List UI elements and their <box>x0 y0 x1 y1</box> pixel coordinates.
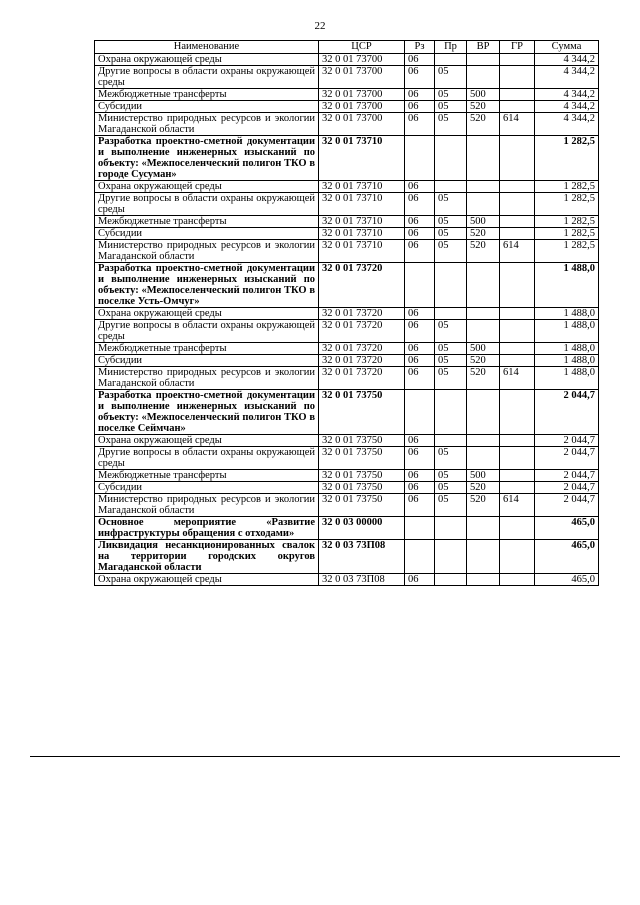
cell-name: Другие вопросы в области охраны окружающей среды <box>95 320 319 343</box>
cell-vr <box>467 308 500 320</box>
page-number: 22 <box>314 20 326 32</box>
cell-name: Субсидии <box>95 355 319 367</box>
cell-sum: 4 344,2 <box>535 66 599 89</box>
cell-name: Министерство природных ресурсов и экологии Магаданской области <box>95 240 319 263</box>
cell-vr <box>467 447 500 470</box>
cell-csr: 32 0 01 73700 <box>319 54 405 66</box>
cell-vr <box>467 136 500 181</box>
table-row <box>95 470 599 482</box>
cell-gr <box>500 343 535 355</box>
table-row <box>95 136 599 181</box>
cell-rz <box>405 390 435 435</box>
cell-vr: 520 <box>467 482 500 494</box>
cell-vr: 520 <box>467 240 500 263</box>
cell-sum: 2 044,7 <box>535 482 599 494</box>
table-row <box>95 540 599 574</box>
cell-rz: 06 <box>405 470 435 482</box>
cell-sum: 4 344,2 <box>535 89 599 101</box>
cell-sum: 2 044,7 <box>535 435 599 447</box>
cell-rz: 06 <box>405 113 435 136</box>
cell-gr <box>500 89 535 101</box>
cell-rz: 06 <box>405 101 435 113</box>
header-csr: ЦСР <box>319 41 405 54</box>
table-row <box>95 181 599 193</box>
cell-gr <box>500 574 535 586</box>
cell-vr <box>467 181 500 193</box>
cell-gr <box>500 482 535 494</box>
cell-gr <box>500 54 535 66</box>
cell-csr: 32 0 01 73750 <box>319 435 405 447</box>
cell-gr <box>500 66 535 89</box>
cell-vr: 520 <box>467 228 500 240</box>
cell-gr <box>500 228 535 240</box>
table-header-row <box>95 41 599 54</box>
cell-csr: 32 0 01 73750 <box>319 482 405 494</box>
cell-name: Основное мероприятие «Развитие инфраструктуры обращения с отходами» <box>95 517 319 540</box>
table-row <box>95 101 599 113</box>
cell-name: Другие вопросы в области охраны окружающей среды <box>95 447 319 470</box>
cell-pr <box>435 390 467 435</box>
header-name: Наименование <box>95 41 319 54</box>
cell-rz: 06 <box>405 216 435 228</box>
cell-vr: 520 <box>467 355 500 367</box>
cell-rz: 06 <box>405 66 435 89</box>
cell-sum: 4 344,2 <box>535 113 599 136</box>
cell-sum: 1 282,5 <box>535 216 599 228</box>
cell-gr <box>500 216 535 228</box>
cell-vr <box>467 435 500 447</box>
header-vr: ВР <box>467 41 500 54</box>
cell-gr <box>500 320 535 343</box>
table-row <box>95 494 599 517</box>
table-row <box>95 343 599 355</box>
cell-sum: 1 488,0 <box>535 355 599 367</box>
cell-csr: 32 0 01 73720 <box>319 343 405 355</box>
cell-sum: 2 044,7 <box>535 447 599 470</box>
cell-gr: 614 <box>500 494 535 517</box>
cell-pr: 05 <box>435 447 467 470</box>
cell-pr: 05 <box>435 101 467 113</box>
cell-pr: 05 <box>435 470 467 482</box>
cell-rz: 06 <box>405 308 435 320</box>
cell-pr <box>435 54 467 66</box>
cell-name: Министерство природных ресурсов и экологии Магаданской области <box>95 494 319 517</box>
cell-csr: 32 0 01 73720 <box>319 308 405 320</box>
cell-vr <box>467 193 500 216</box>
cell-name: Субсидии <box>95 482 319 494</box>
cell-pr: 05 <box>435 320 467 343</box>
cell-csr: 32 0 01 73750 <box>319 390 405 435</box>
cell-csr: 32 0 01 73700 <box>319 66 405 89</box>
cell-csr: 32 0 01 73710 <box>319 181 405 193</box>
cell-sum: 2 044,7 <box>535 390 599 435</box>
header-gr: ГР <box>500 41 535 54</box>
cell-name: Охрана окружающей среды <box>95 54 319 66</box>
cell-vr <box>467 54 500 66</box>
cell-vr <box>467 320 500 343</box>
cell-pr: 05 <box>435 482 467 494</box>
cell-pr: 05 <box>435 355 467 367</box>
cell-name: Министерство природных ресурсов и экологии Магаданской области <box>95 113 319 136</box>
cell-csr: 32 0 01 73700 <box>319 113 405 136</box>
cell-pr: 05 <box>435 216 467 228</box>
cell-rz: 06 <box>405 343 435 355</box>
cell-sum: 1 282,5 <box>535 193 599 216</box>
cell-sum: 4 344,2 <box>535 54 599 66</box>
cell-vr <box>467 540 500 574</box>
cell-vr: 500 <box>467 470 500 482</box>
cell-gr <box>500 517 535 540</box>
cell-name: Другие вопросы в области охраны окружающей среды <box>95 66 319 89</box>
table-row <box>95 89 599 101</box>
cell-vr: 520 <box>467 101 500 113</box>
cell-csr: 32 0 01 73750 <box>319 470 405 482</box>
table-row <box>95 54 599 66</box>
cell-csr: 32 0 01 73710 <box>319 193 405 216</box>
cell-rz: 06 <box>405 89 435 101</box>
cell-name: Охрана окружающей среды <box>95 308 319 320</box>
cell-sum: 1 282,5 <box>535 181 599 193</box>
header-pr: Пр <box>435 41 467 54</box>
cell-csr: 32 0 03 73П08 <box>319 574 405 586</box>
cell-pr <box>435 574 467 586</box>
cell-csr: 32 0 01 73720 <box>319 367 405 390</box>
cell-gr <box>500 540 535 574</box>
table-body <box>95 54 599 586</box>
cell-rz: 06 <box>405 435 435 447</box>
cell-csr: 32 0 01 73720 <box>319 320 405 343</box>
budget-table <box>94 40 599 586</box>
cell-sum: 1 282,5 <box>535 228 599 240</box>
cell-gr <box>500 136 535 181</box>
cell-rz: 06 <box>405 54 435 66</box>
cell-rz: 06 <box>405 482 435 494</box>
cell-pr: 05 <box>435 367 467 390</box>
cell-csr: 32 0 01 73710 <box>319 136 405 181</box>
header-rz: Рз <box>405 41 435 54</box>
cell-gr: 614 <box>500 240 535 263</box>
cell-name: Межбюджетные трансферты <box>95 470 319 482</box>
table-row <box>95 517 599 540</box>
cell-gr <box>500 390 535 435</box>
cell-name: Субсидии <box>95 228 319 240</box>
cell-vr <box>467 263 500 308</box>
cell-pr <box>435 136 467 181</box>
cell-csr: 32 0 01 73720 <box>319 355 405 367</box>
cell-csr: 32 0 01 73750 <box>319 447 405 470</box>
cell-csr: 32 0 01 73700 <box>319 89 405 101</box>
cell-csr: 32 0 01 73710 <box>319 216 405 228</box>
cell-gr <box>500 193 535 216</box>
cell-rz <box>405 136 435 181</box>
table-row <box>95 367 599 390</box>
table-row <box>95 355 599 367</box>
table-row <box>95 574 599 586</box>
cell-gr <box>500 263 535 308</box>
cell-sum: 1 488,0 <box>535 367 599 390</box>
cell-vr <box>467 517 500 540</box>
cell-name: Разработка проектно-сметной документации и выполнение инженерных изысканий по объекту: «Межпоселенческий полигон ТКО в поселке Усть-Омчуг» <box>95 263 319 308</box>
cell-pr <box>435 517 467 540</box>
cell-rz: 06 <box>405 355 435 367</box>
cell-vr <box>467 390 500 435</box>
cell-vr: 520 <box>467 367 500 390</box>
cell-pr: 05 <box>435 66 467 89</box>
cell-rz: 06 <box>405 240 435 263</box>
cell-vr: 500 <box>467 343 500 355</box>
cell-pr <box>435 435 467 447</box>
table-row <box>95 482 599 494</box>
cell-csr: 32 0 01 73700 <box>319 101 405 113</box>
table-row <box>95 216 599 228</box>
cell-rz <box>405 517 435 540</box>
cell-pr: 05 <box>435 113 467 136</box>
cell-pr: 05 <box>435 343 467 355</box>
header-sum: Сумма <box>535 41 599 54</box>
cell-rz: 06 <box>405 228 435 240</box>
cell-pr <box>435 263 467 308</box>
cell-rz: 06 <box>405 494 435 517</box>
cell-rz: 06 <box>405 193 435 216</box>
cell-pr <box>435 540 467 574</box>
cell-vr: 500 <box>467 216 500 228</box>
table-row <box>95 240 599 263</box>
cell-csr: 32 0 01 73710 <box>319 240 405 263</box>
cell-vr <box>467 66 500 89</box>
cell-vr: 520 <box>467 494 500 517</box>
cell-sum: 2 044,7 <box>535 494 599 517</box>
cell-pr: 05 <box>435 193 467 216</box>
cell-name: Разработка проектно-сметной документации и выполнение инженерных изысканий по объекту: «Межпоселенческий полигон ТКО в городе Сусуман» <box>95 136 319 181</box>
cell-sum: 1 488,0 <box>535 263 599 308</box>
cell-gr <box>500 101 535 113</box>
cell-name: Межбюджетные трансферты <box>95 343 319 355</box>
cell-sum: 4 344,2 <box>535 101 599 113</box>
cell-sum: 1 488,0 <box>535 343 599 355</box>
cell-name: Министерство природных ресурсов и экологии Магаданской области <box>95 367 319 390</box>
cell-csr: 32 0 01 73720 <box>319 263 405 308</box>
cell-sum: 1 488,0 <box>535 308 599 320</box>
cell-pr: 05 <box>435 240 467 263</box>
cell-csr: 32 0 03 00000 <box>319 517 405 540</box>
cell-rz: 06 <box>405 320 435 343</box>
cell-pr <box>435 308 467 320</box>
cell-vr: 520 <box>467 113 500 136</box>
cell-pr <box>435 181 467 193</box>
table-row <box>95 228 599 240</box>
cell-gr <box>500 470 535 482</box>
cell-rz: 06 <box>405 181 435 193</box>
cell-csr: 32 0 01 73710 <box>319 228 405 240</box>
cell-sum: 1 488,0 <box>535 320 599 343</box>
footer-rule <box>30 756 620 757</box>
cell-name: Охрана окружающей среды <box>95 574 319 586</box>
cell-csr: 32 0 03 73П08 <box>319 540 405 574</box>
cell-pr: 05 <box>435 89 467 101</box>
cell-sum: 1 282,5 <box>535 240 599 263</box>
table-row <box>95 320 599 343</box>
cell-rz: 06 <box>405 447 435 470</box>
cell-name: Охрана окружающей среды <box>95 181 319 193</box>
cell-rz: 06 <box>405 367 435 390</box>
table-row <box>95 113 599 136</box>
cell-gr <box>500 181 535 193</box>
cell-pr: 05 <box>435 228 467 240</box>
cell-name: Охрана окружающей среды <box>95 435 319 447</box>
table-row <box>95 193 599 216</box>
cell-rz <box>405 540 435 574</box>
cell-name: Другие вопросы в области охраны окружающей среды <box>95 193 319 216</box>
table-row <box>95 447 599 470</box>
cell-sum: 465,0 <box>535 517 599 540</box>
cell-gr <box>500 355 535 367</box>
cell-rz <box>405 263 435 308</box>
cell-name: Межбюджетные трансферты <box>95 216 319 228</box>
cell-rz: 06 <box>405 574 435 586</box>
table-row <box>95 435 599 447</box>
cell-gr: 614 <box>500 367 535 390</box>
cell-sum: 2 044,7 <box>535 470 599 482</box>
table-row <box>95 308 599 320</box>
cell-name: Межбюджетные трансферты <box>95 89 319 101</box>
cell-name: Субсидии <box>95 101 319 113</box>
cell-csr: 32 0 01 73750 <box>319 494 405 517</box>
cell-sum: 1 282,5 <box>535 136 599 181</box>
cell-pr: 05 <box>435 494 467 517</box>
cell-name: Ликвидация несанкционированных свалок на территории городских округов Магаданской области <box>95 540 319 574</box>
cell-gr <box>500 308 535 320</box>
cell-sum: 465,0 <box>535 574 599 586</box>
table-row <box>95 390 599 435</box>
table-row <box>95 66 599 89</box>
cell-sum: 465,0 <box>535 540 599 574</box>
cell-gr <box>500 447 535 470</box>
cell-gr: 614 <box>500 113 535 136</box>
cell-gr <box>500 435 535 447</box>
table-row <box>95 263 599 308</box>
cell-vr: 500 <box>467 89 500 101</box>
cell-name: Разработка проектно-сметной документации и выполнение инженерных изысканий по объекту: «Межпоселенческий полигон ТКО в поселке Сеймчан» <box>95 390 319 435</box>
cell-vr <box>467 574 500 586</box>
